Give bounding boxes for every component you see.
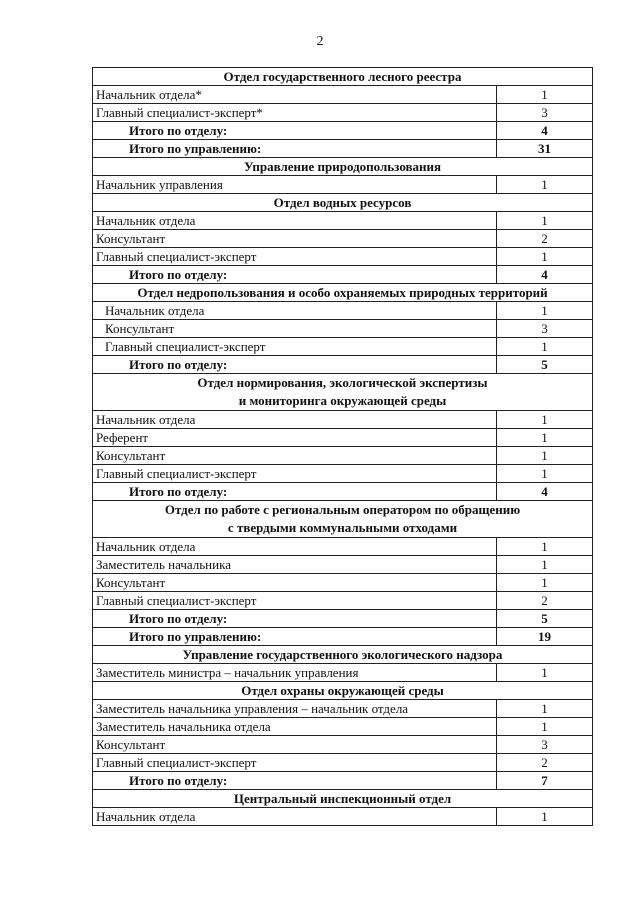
position-name: Заместитель начальника отдела bbox=[93, 718, 497, 736]
department-title-line: и мониторинга окружающей среды bbox=[238, 393, 447, 408]
position-name: Консультант bbox=[93, 574, 497, 592]
department-header-row bbox=[93, 374, 593, 411]
position-count: 1 bbox=[497, 556, 593, 574]
position-name: Начальник отдела bbox=[93, 411, 497, 429]
position-count: 3 bbox=[497, 320, 593, 338]
total-row bbox=[93, 628, 593, 646]
position-row bbox=[93, 86, 593, 104]
total-row bbox=[93, 356, 593, 374]
department-title bbox=[93, 374, 593, 411]
position-row bbox=[93, 104, 593, 122]
position-count: 2 bbox=[497, 592, 593, 610]
position-row bbox=[93, 718, 593, 736]
position-row bbox=[93, 700, 593, 718]
department-header-row bbox=[93, 646, 593, 664]
department-title-line: с твердыми коммунальными отходами bbox=[227, 520, 458, 535]
total-row bbox=[93, 483, 593, 501]
position-name: Главный специалист-эксперт bbox=[93, 338, 497, 356]
department-title bbox=[93, 501, 593, 538]
position-row bbox=[93, 754, 593, 772]
position-name: Консультант bbox=[93, 230, 497, 248]
position-name: Консультант bbox=[93, 736, 497, 754]
position-count: 1 bbox=[497, 86, 593, 104]
position-name: Консультант bbox=[93, 320, 497, 338]
position-count: 1 bbox=[497, 429, 593, 447]
position-name: Заместитель начальника управления – начальник отдела bbox=[93, 700, 497, 718]
department-title: Отдел недропользования и особо охраняемых природных территорий bbox=[93, 284, 593, 302]
position-row bbox=[93, 538, 593, 556]
total-count: 5 bbox=[497, 356, 593, 374]
position-name: Главный специалист-эксперт* bbox=[93, 104, 497, 122]
position-name: Начальник отдела bbox=[93, 302, 497, 320]
position-row bbox=[93, 447, 593, 465]
department-title: Управление государственного экологического надзора bbox=[93, 646, 593, 664]
position-name: Начальник отдела bbox=[93, 212, 497, 230]
department-header-row bbox=[93, 284, 593, 302]
position-name: Начальник отдела bbox=[93, 538, 497, 556]
total-count: 19 bbox=[497, 628, 593, 646]
position-row bbox=[93, 320, 593, 338]
position-row bbox=[93, 230, 593, 248]
position-row bbox=[93, 411, 593, 429]
position-name: Заместитель министра – начальник управления bbox=[93, 664, 497, 682]
position-row bbox=[93, 212, 593, 230]
total-label: Итого по отделу: bbox=[93, 266, 497, 284]
department-title: Отдел водных ресурсов bbox=[93, 194, 593, 212]
position-row bbox=[93, 736, 593, 754]
position-count: 1 bbox=[497, 302, 593, 320]
department-header-row bbox=[93, 158, 593, 176]
position-count: 1 bbox=[497, 664, 593, 682]
position-name: Главный специалист-эксперт bbox=[93, 465, 497, 483]
total-label: Итого по отделу: bbox=[93, 122, 497, 140]
position-count: 3 bbox=[497, 104, 593, 122]
position-name: Главный специалист-эксперт bbox=[93, 754, 497, 772]
total-label: Итого по управлению: bbox=[93, 628, 497, 646]
position-row bbox=[93, 429, 593, 447]
position-count: 2 bbox=[497, 754, 593, 772]
position-row bbox=[93, 465, 593, 483]
department-header-row bbox=[93, 68, 593, 86]
department-header-row bbox=[93, 194, 593, 212]
department-header-row bbox=[93, 790, 593, 808]
position-count: 1 bbox=[497, 574, 593, 592]
position-row bbox=[93, 248, 593, 266]
position-count: 1 bbox=[497, 538, 593, 556]
position-row bbox=[93, 176, 593, 194]
department-title: Центральный инспекционный отдел bbox=[93, 790, 593, 808]
position-row bbox=[93, 592, 593, 610]
department-header-row bbox=[93, 501, 593, 538]
staff-table bbox=[92, 67, 593, 826]
position-count: 1 bbox=[497, 700, 593, 718]
position-count: 1 bbox=[497, 411, 593, 429]
department-title: Отдел охраны окружающей среды bbox=[93, 682, 593, 700]
position-count: 3 bbox=[497, 736, 593, 754]
total-count: 4 bbox=[497, 122, 593, 140]
position-count: 1 bbox=[497, 718, 593, 736]
position-name: Главный специалист-эксперт bbox=[93, 248, 497, 266]
total-count: 4 bbox=[497, 266, 593, 284]
position-name: Начальник управления bbox=[93, 176, 497, 194]
position-count: 1 bbox=[497, 176, 593, 194]
total-row bbox=[93, 140, 593, 158]
position-name: Консультант bbox=[93, 447, 497, 465]
position-name: Начальник отдела bbox=[93, 808, 497, 826]
total-label: Итого по отделу: bbox=[93, 356, 497, 374]
position-row bbox=[93, 664, 593, 682]
position-row bbox=[93, 302, 593, 320]
total-row bbox=[93, 266, 593, 284]
position-count: 1 bbox=[497, 248, 593, 266]
department-header-row bbox=[93, 682, 593, 700]
position-row bbox=[93, 808, 593, 826]
total-row bbox=[93, 610, 593, 628]
total-count: 4 bbox=[497, 483, 593, 501]
total-label: Итого по отделу: bbox=[93, 483, 497, 501]
total-row bbox=[93, 122, 593, 140]
total-label: Итого по отделу: bbox=[93, 772, 497, 790]
position-count: 1 bbox=[497, 338, 593, 356]
department-title: Управление природопользования bbox=[93, 158, 593, 176]
page-number: 2 bbox=[316, 34, 324, 49]
position-row bbox=[93, 338, 593, 356]
staff-table-body bbox=[93, 68, 593, 826]
total-count: 31 bbox=[497, 140, 593, 158]
department-title: Отдел государственного лесного реестра bbox=[93, 68, 593, 86]
position-row bbox=[93, 574, 593, 592]
position-name: Начальник отдела* bbox=[93, 86, 497, 104]
position-count: 1 bbox=[497, 465, 593, 483]
position-count: 1 bbox=[497, 212, 593, 230]
position-name: Референт bbox=[93, 429, 497, 447]
total-label: Итого по управлению: bbox=[93, 140, 497, 158]
position-name: Главный специалист-эксперт bbox=[93, 592, 497, 610]
total-count: 7 bbox=[497, 772, 593, 790]
position-row bbox=[93, 556, 593, 574]
department-title-line: Отдел нормирования, экологической экспертизы bbox=[197, 375, 488, 390]
total-row bbox=[93, 772, 593, 790]
department-title-line: Отдел по работе с региональным оператором по обращению bbox=[164, 502, 521, 517]
total-count: 5 bbox=[497, 610, 593, 628]
position-count: 1 bbox=[497, 447, 593, 465]
position-name: Заместитель начальника bbox=[93, 556, 497, 574]
position-count: 1 bbox=[497, 808, 593, 826]
position-count: 2 bbox=[497, 230, 593, 248]
total-label: Итого по отделу: bbox=[93, 610, 497, 628]
